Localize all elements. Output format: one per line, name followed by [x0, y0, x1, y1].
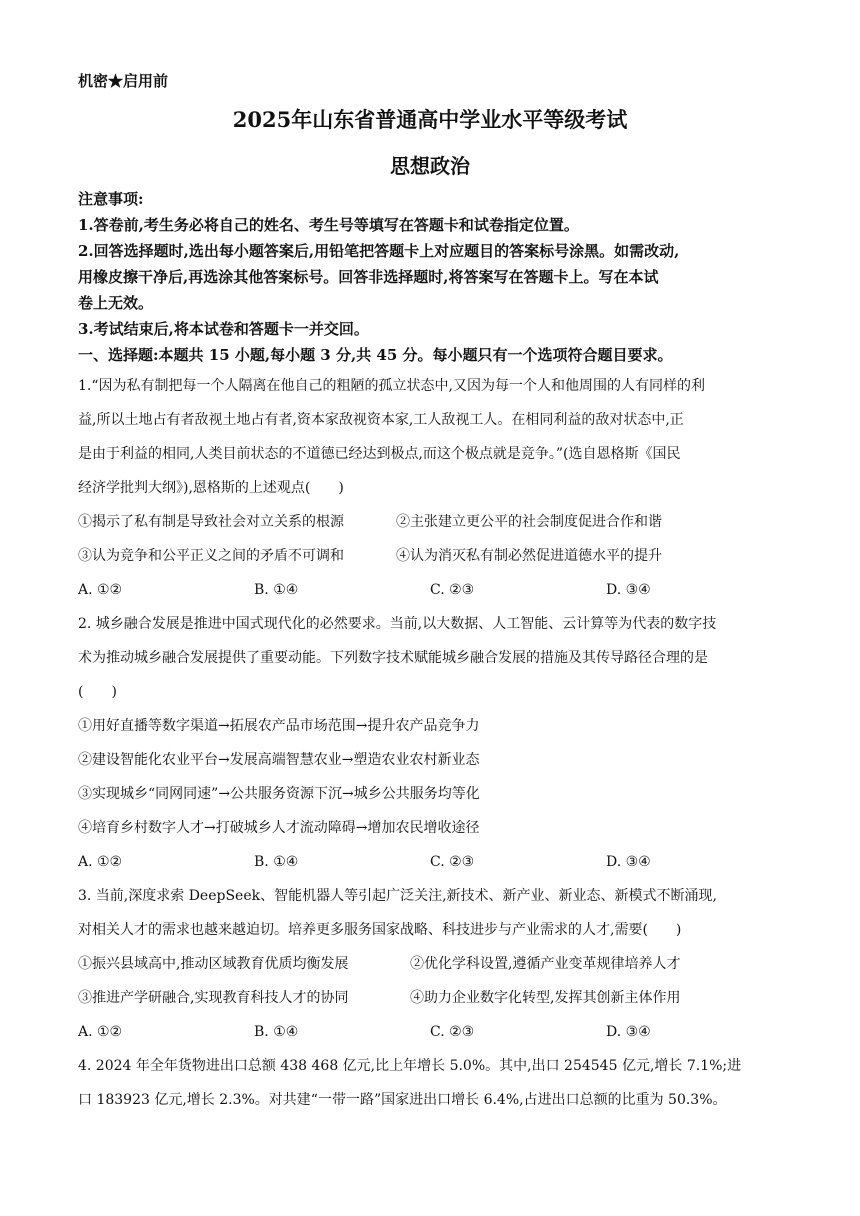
question-2-choice-d: D. ③④ [606, 854, 651, 870]
question-2-option: ④培育乡村数字人才→打破城乡人才流动障碍→增加农民增收途径 [78, 820, 480, 836]
question-1-option: ③认为竞争和公平正义之间的矛盾不可调和 [78, 548, 344, 564]
exam-title: 2025年山东省普通高中学业水平等级考试 [232, 107, 628, 132]
question-2-choice-a: A. ①② [78, 854, 123, 870]
notice-line: 1.答卷前,考生务必将自己的姓名、考生号等填写在答题卡和试卷指定位置。 [78, 216, 579, 234]
question-1-stem: 益,所以土地占有者敌视土地占有者,资本家敌视资本家,工人敌视工人。在相同利益的敌对状态中,正 [78, 412, 684, 428]
question-1-stem: 经济学批判大纲》),恩格斯的上述观点( ) [78, 480, 344, 496]
section-heading: 一、选择题:本题共 15 小题,每小题 3 分,共 45 分。每小题只有一个选项符合题目要求。 [78, 346, 673, 364]
question-1-choice-a: A. ①② [78, 582, 123, 598]
question-2-choice-b: B. ①④ [254, 854, 299, 870]
question-2-stem: 术为推动城乡融合发展提供了重要动能。下列数字技术赋能城乡融合发展的措施及其传导路径合理的是 [78, 650, 708, 666]
question-3-option: ③推进产学研融合,实现教育科技人才的协同 [78, 990, 349, 1006]
question-1-choice-d: D. ③④ [606, 582, 651, 598]
question-2-stem: 2. 城乡融合发展是推进中国式现代化的必然要求。当前,以大数据、人工智能、云计算等为代表的数字技 [78, 616, 717, 632]
question-3-option: ①振兴县域高中,推动区域教育优质均衡发展 [78, 956, 349, 972]
question-1-stem: 是由于利益的相同,人类目前状态的不道德已经达到极点,而这个极点就是竞争。”(选自恩格斯《国民 [78, 446, 681, 462]
question-3-choice-b: B. ①④ [254, 1024, 299, 1040]
question-2-option: ①用好直播等数字渠道→拓展农产品市场范围→提升农产品竞争力 [78, 718, 480, 734]
question-1-option: ④认为消灭私有制必然促进道德水平的提升 [396, 548, 662, 564]
question-2-option: ③实现城乡“同网同速”→公共服务资源下沉→城乡公共服务均等化 [78, 786, 480, 802]
question-1-choice-b: B. ①④ [254, 582, 299, 598]
confidential-label: 机密★启用前 [78, 72, 169, 90]
question-3-stem: 3. 当前,深度求索 DeepSeek、智能机器人等引起广泛关注,新技术、新产业、新业态、新模式不断涌现, [78, 888, 718, 904]
question-4-stem: 4. 2024 年全年货物进出口总额 438 468 亿元,比上年增长 5.0%。其中,出口 254545 亿元,增长 7.1%;进 [78, 1058, 742, 1074]
question-2-stem: ( ) [78, 684, 117, 700]
question-1-stem: 1.“因为私有制把每一个人隔离在他自己的粗陋的孤立状态中,又因为每一个人和他周围的人有同样的利 [78, 378, 705, 394]
question-3-stem: 对相关人才的需求也越来越迫切。培养更多服务国家战略、科技进步与产业需求的人才,需要( ) [78, 922, 682, 938]
notice-line: 用橡皮擦干净后,再选涂其他答案标号。回答非选择题时,将答案写在答题卡上。写在本试 [78, 268, 659, 286]
notice-line: 3.考试结束后,将本试卷和答题卡一并交回。 [78, 320, 369, 338]
question-3-option: ②优化学科设置,遵循产业变革规律培养人才 [410, 956, 681, 972]
question-4-stem: 口 183923 亿元,增长 2.3%。对共建“一带一路”国家进出口增长 6.4%,占进出口总额的比重为 50.3%。 [78, 1092, 727, 1108]
question-1-option: ②主张建立更公平的社会制度促进合作和谐 [396, 514, 662, 530]
notice-line: 2.回答选择题时,选出每小题答案后,用铅笔把答题卡上对应题目的答案标号涂黑。如需改动, [78, 242, 680, 260]
question-3-choice-a: A. ①② [78, 1024, 123, 1040]
notice-line: 卷上无效。 [78, 294, 154, 312]
notice-heading: 注意事项: [78, 190, 144, 208]
question-2-option: ②建设智能化农业平台→发展高端智慧农业→塑造农业农村新业态 [78, 752, 480, 768]
question-1-choice-c: C. ②③ [430, 582, 475, 598]
question-2-choice-c: C. ②③ [430, 854, 475, 870]
question-1-option: ①揭示了私有制是导致社会对立关系的根源 [78, 514, 344, 530]
question-3-choice-c: C. ②③ [430, 1024, 475, 1040]
question-3-option: ④助力企业数字化转型,发挥其创新主体作用 [410, 990, 681, 1006]
subject-title: 思想政治 [390, 154, 470, 178]
question-3-choice-d: D. ③④ [606, 1024, 651, 1040]
